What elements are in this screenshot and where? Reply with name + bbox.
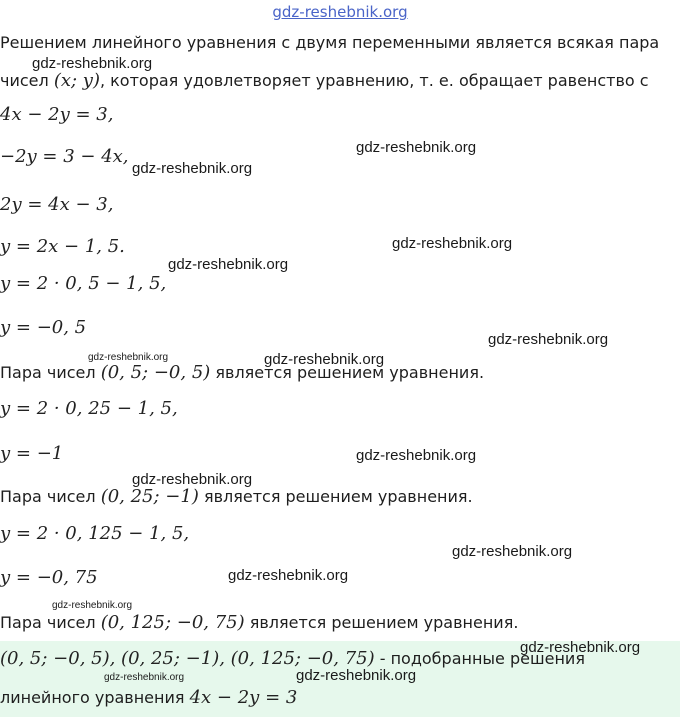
pair3-text-b: является решением уравнения.: [244, 613, 519, 632]
watermark: gdz-reshebnik.org: [132, 471, 253, 488]
equation-4: y = 2x − 1, 5.: [0, 236, 125, 257]
intro-text-b: , которая удовлетворяет уравнению, т. е. обращает равенство с: [99, 71, 649, 90]
pair1-math: (0, 5; −0, 5): [100, 362, 211, 383]
equation-3: 2y = 4x − 3,: [0, 194, 114, 215]
pair1-text-b: является решением уравнения.: [210, 363, 485, 382]
watermark: gdz-reshebnik.org: [264, 351, 385, 368]
pair-line-2: [0, 486, 473, 507]
final-line-1: [0, 648, 585, 669]
equation-6: y = −0, 5: [0, 317, 87, 338]
intro-line-1: Решением линейного уравнения с двумя переменными является всякая пара: [0, 33, 660, 52]
pair-line-3: [0, 612, 518, 633]
intro-math: (x; y): [53, 70, 100, 91]
equation-2: −2y = 3 − 4x,: [0, 146, 129, 167]
pair-line-1: [0, 362, 484, 383]
watermark: gdz-reshebnik.org: [168, 256, 289, 273]
site-link[interactable]: gdz-reshebnik.org: [272, 3, 408, 21]
intro-line-2: [0, 70, 649, 91]
watermark: gdz-reshebnik.org: [520, 639, 641, 656]
watermark: gdz-reshebnik.org: [392, 235, 513, 252]
watermark: gdz-reshebnik.org: [32, 55, 153, 72]
intro-text-a: чисел: [0, 71, 54, 90]
equation-8: y = −1: [0, 443, 64, 464]
pair2-text-b: является решением уравнения.: [198, 487, 473, 506]
final-solutions-math: (0, 5; −0, 5), (0, 25; −1), (0, 125; −0, 75): [0, 648, 375, 669]
watermark-small: gdz-reshebnik.org: [104, 672, 185, 683]
watermark: gdz-reshebnik.org: [488, 331, 609, 348]
equation-10: y = −0, 75: [0, 567, 98, 588]
final-text-1: - подобранные решения: [374, 649, 585, 668]
watermark: gdz-reshebnik.org: [228, 567, 349, 584]
watermark: gdz-reshebnik.org: [296, 667, 417, 684]
watermark-small: gdz-reshebnik.org: [88, 352, 169, 363]
watermark: gdz-reshebnik.org: [132, 160, 253, 177]
equation-5: y = 2 · 0, 5 − 1, 5,: [0, 273, 167, 294]
pair3-text-a: Пара чисел: [0, 613, 101, 632]
pair3-math: (0, 125; −0, 75): [100, 612, 245, 633]
equation-7: y = 2 · 0, 25 − 1, 5,: [0, 398, 178, 419]
equation-9: y = 2 · 0, 125 − 1, 5,: [0, 523, 190, 544]
equation-1: 4x − 2y = 3,: [0, 104, 114, 125]
watermark: gdz-reshebnik.org: [356, 139, 477, 156]
final-text-2: линейного уравнения: [0, 688, 190, 707]
watermark-small: gdz-reshebnik.org: [52, 600, 133, 611]
pair2-math: (0, 25; −1): [100, 486, 199, 507]
pair2-text-a: Пара чисел: [0, 487, 101, 506]
pair1-text-a: Пара чисел: [0, 363, 101, 382]
final-equation-math: 4x − 2y = 3: [189, 687, 298, 708]
watermark: gdz-reshebnik.org: [356, 447, 477, 464]
watermark: gdz-reshebnik.org: [452, 543, 573, 560]
final-line-2: [0, 687, 297, 708]
